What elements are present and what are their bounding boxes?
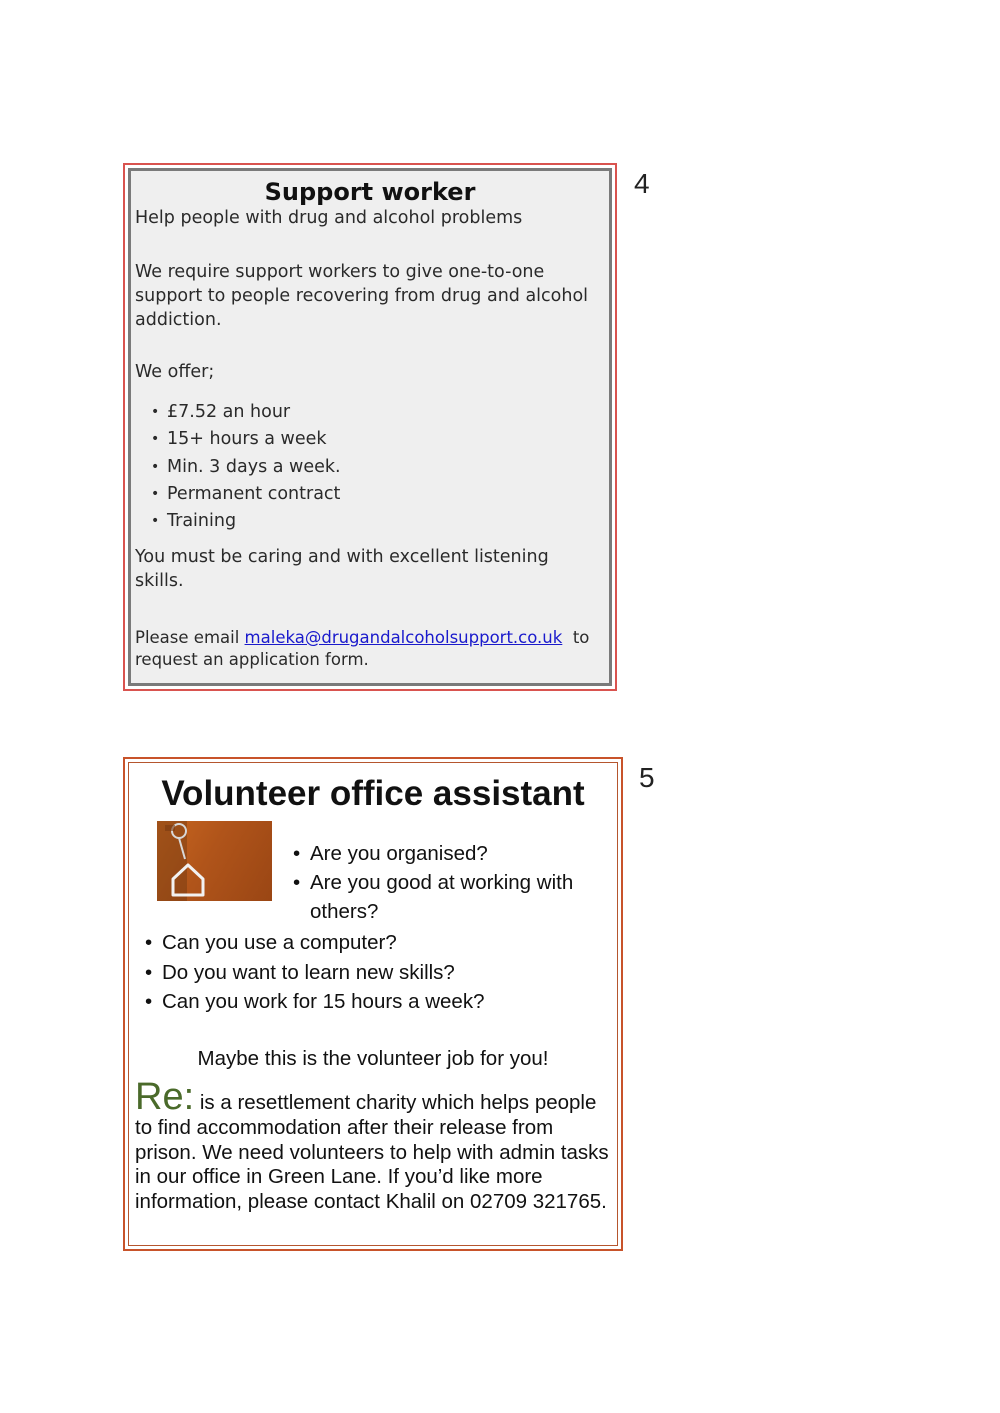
list-item bbox=[151, 454, 341, 481]
ad4-subtitle: Help people with drug and alcohol problems bbox=[135, 208, 523, 228]
bullet-icon: • bbox=[151, 486, 160, 503]
offer-text: £7.52 an hour bbox=[167, 402, 291, 423]
bullet-icon: • bbox=[145, 960, 153, 984]
contact-prefix: Please email bbox=[135, 628, 240, 647]
contact-suffix: to request an application form. bbox=[135, 628, 590, 669]
question-text: Do you want to learn new skills? bbox=[162, 960, 455, 984]
offer-text: 15+ hours a week bbox=[167, 429, 327, 450]
house-keyring-photo bbox=[157, 821, 272, 901]
re-logo: Re: bbox=[135, 1076, 195, 1118]
ad4-contact bbox=[135, 627, 601, 671]
list-item bbox=[151, 399, 341, 426]
ad4-title: Support worker bbox=[264, 178, 476, 206]
bullet-icon: • bbox=[151, 404, 160, 421]
bullet-icon: • bbox=[293, 871, 301, 894]
list-item bbox=[145, 928, 484, 958]
ad-number-4: 4 bbox=[634, 168, 650, 199]
bullet-icon: • bbox=[145, 990, 153, 1014]
list-item bbox=[293, 839, 593, 868]
ad5-question-list-bottom bbox=[145, 928, 484, 1017]
list-item bbox=[151, 426, 341, 453]
ad4-requirement: You must be caring and with excellent listening skills. bbox=[135, 547, 549, 591]
ad5-question-list-top bbox=[293, 839, 593, 926]
bullet-icon: • bbox=[151, 513, 160, 530]
bullet-icon: • bbox=[293, 842, 301, 865]
question-text: Are you good at working with others? bbox=[310, 871, 574, 923]
list-item bbox=[151, 481, 341, 508]
support-worker-ad bbox=[123, 163, 617, 691]
list-item bbox=[145, 987, 484, 1017]
ad4-offer-list bbox=[151, 399, 341, 535]
offer-text: Min. 3 days a week. bbox=[167, 456, 341, 477]
support-worker-ad-panel bbox=[128, 168, 612, 686]
email-link[interactable]: maleka@drugandalcoholsupport.co.uk bbox=[244, 628, 563, 647]
question-text: Are you organised? bbox=[310, 842, 488, 865]
volunteer-office-assistant-ad bbox=[123, 757, 623, 1251]
ad5-body-text: is a resettlement charity which helps people to find accommodation after their release from prison. We need volunteers to help with admin tasks in our office in Green Lane. If you’d like more information, please contact Khalil on 02709 321765. bbox=[135, 1091, 609, 1214]
list-item bbox=[293, 868, 593, 926]
offer-text: Training bbox=[167, 511, 237, 532]
ad-number-5: 5 bbox=[639, 762, 655, 793]
bullet-icon: • bbox=[145, 931, 153, 954]
ad5-title: Volunteer office assistant bbox=[161, 774, 585, 813]
ad5-body bbox=[135, 1076, 613, 1215]
question-text: Can you work for 15 hours a week? bbox=[162, 990, 485, 1014]
ad5-tagline: Maybe this is the volunteer job for you! bbox=[197, 1047, 549, 1070]
list-item bbox=[151, 508, 341, 535]
list-item bbox=[145, 958, 484, 988]
volunteer-ad-panel bbox=[128, 762, 618, 1246]
offer-text: Permanent contract bbox=[167, 484, 341, 505]
bullet-icon: • bbox=[151, 458, 160, 475]
bullet-icon: • bbox=[151, 431, 160, 448]
question-text: Can you use a computer? bbox=[162, 931, 397, 954]
ad4-description: We require support workers to give one-to-one support to people recovering from drug and alcohol addiction. bbox=[135, 262, 589, 330]
ad4-offer-heading: We offer; bbox=[135, 362, 215, 382]
